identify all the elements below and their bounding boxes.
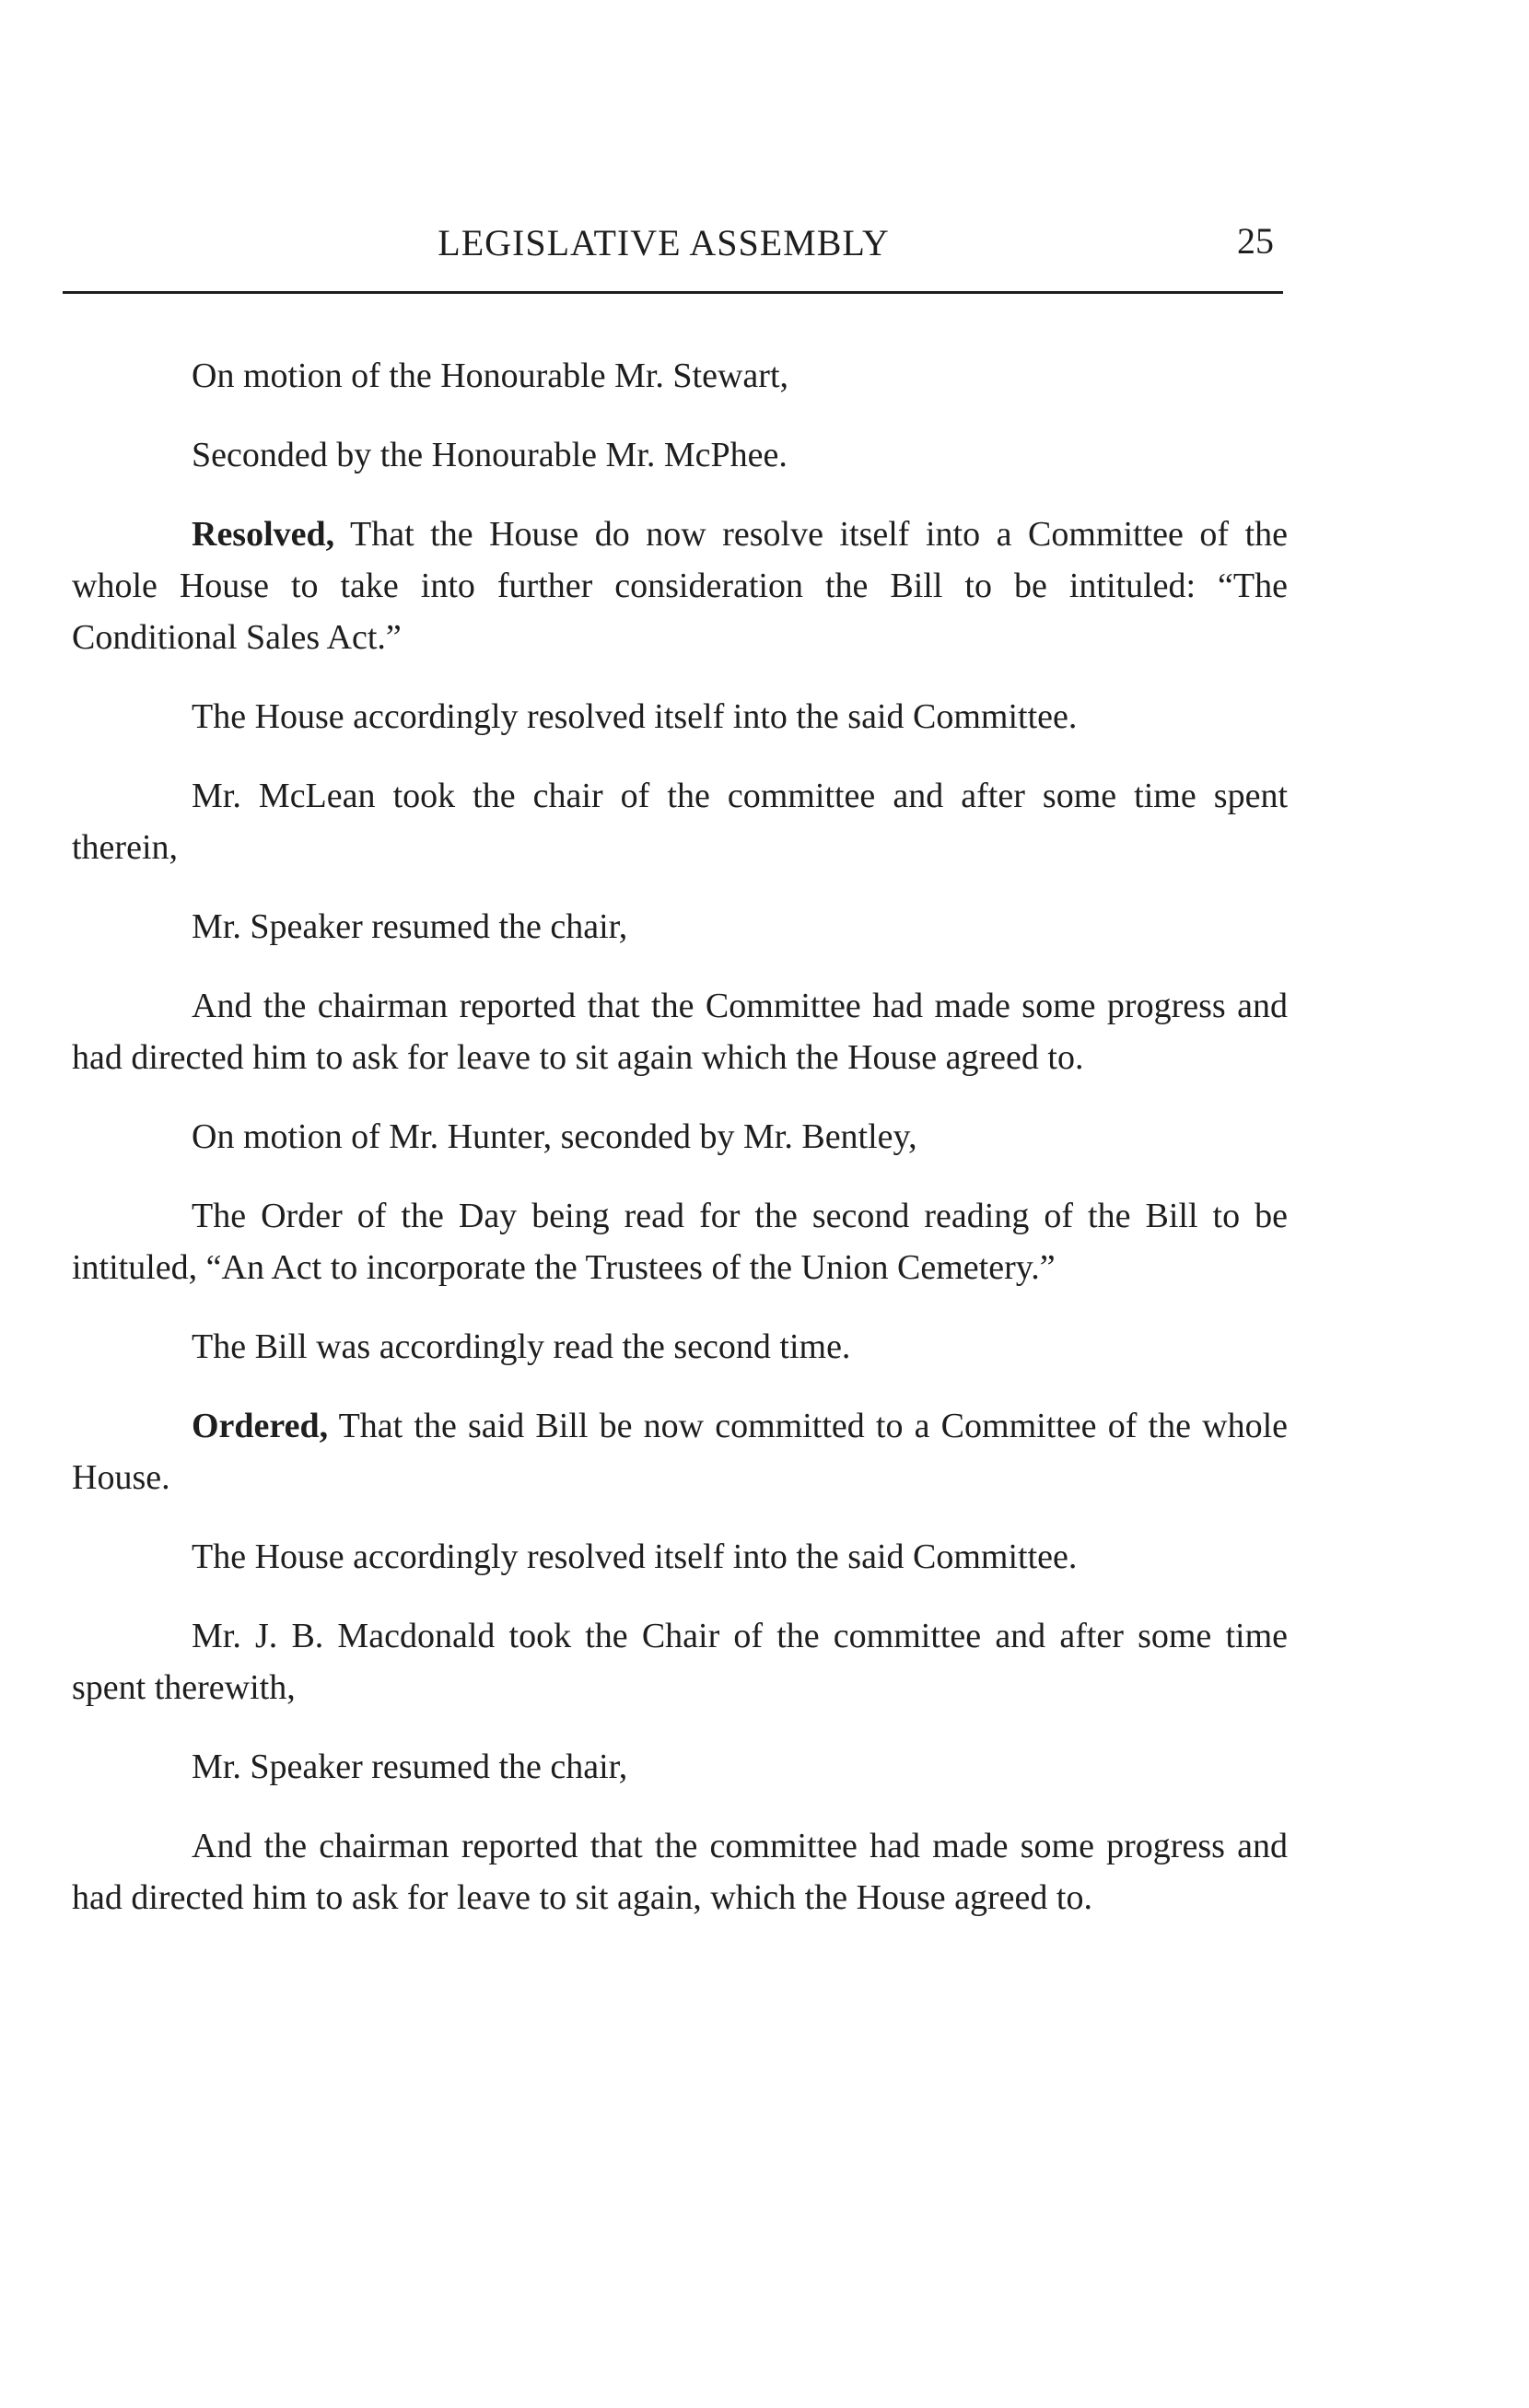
paragraph-4 bbox=[72, 691, 1288, 742]
paragraph-2 bbox=[72, 429, 1288, 481]
paragraph-3 bbox=[72, 508, 1288, 663]
paragraph-text: Mr. J. B. Macdonald took the Chair of the committee and after some time spent therewith, bbox=[72, 1617, 1288, 1707]
resolved-keyword: Resolved, bbox=[192, 515, 335, 554]
paragraph-7 bbox=[72, 980, 1288, 1083]
paragraph-5 bbox=[72, 770, 1288, 873]
paragraph-text: The Order of the Day being read for the second reading of the Bill to be intituled, “An Act to incorporate the Trustees of the Union Cemetery.” bbox=[72, 1197, 1288, 1287]
paragraph-text: On motion of Mr. Hunter, seconded by Mr. Bentley, bbox=[192, 1117, 917, 1156]
paragraph-text: That the House do now resolve itself into a Committee of the whole House to take into further consideration the Bill to be intituled: “The Conditional Sales Act.” bbox=[72, 515, 1288, 657]
paragraph-text: The Bill was accordingly read the second time. bbox=[192, 1327, 851, 1366]
running-head bbox=[63, 221, 1283, 276]
paragraph-1 bbox=[72, 350, 1288, 402]
paragraph-text: And the chairman reported that the Committee had made some progress and had directed him to ask for leave to sit again which the House agreed to. bbox=[72, 987, 1288, 1077]
ordered-keyword: Ordered, bbox=[192, 1407, 329, 1445]
paragraph-6 bbox=[72, 901, 1288, 953]
paragraph-14 bbox=[72, 1741, 1288, 1793]
paragraph-text: That the said Bill be now committed to a Committee of the whole House. bbox=[72, 1407, 1288, 1497]
paragraph-text: Mr. McLean took the chair of the committee and after some time spent therein, bbox=[72, 777, 1288, 867]
paragraph-text: On motion of the Honourable Mr. Stewart, bbox=[192, 357, 789, 395]
paragraph-9 bbox=[72, 1190, 1288, 1293]
page-number: 25 bbox=[1237, 220, 1274, 262]
paragraph-text: And the chairman reported that the committee had made some progress and had directed him to ask for leave to sit again, which the House agreed to. bbox=[72, 1827, 1288, 1917]
paragraph-text: The House accordingly resolved itself into the said Committee. bbox=[192, 1537, 1078, 1576]
paragraph-11 bbox=[72, 1400, 1288, 1503]
paragraph-8 bbox=[72, 1111, 1288, 1163]
paragraph-text: Mr. Speaker resumed the chair, bbox=[192, 907, 628, 946]
paragraph-10 bbox=[72, 1321, 1288, 1373]
paragraph-12 bbox=[72, 1531, 1288, 1583]
document-body bbox=[72, 350, 1288, 1951]
paragraph-text: Seconded by the Honourable Mr. McPhee. bbox=[192, 436, 788, 474]
paragraph-text: The House accordingly resolved itself into the said Committee. bbox=[192, 697, 1078, 736]
paragraph-text: Mr. Speaker resumed the chair, bbox=[192, 1748, 628, 1786]
header-rule bbox=[63, 291, 1283, 294]
running-title: LEGISLATIVE ASSEMBLY bbox=[438, 222, 890, 263]
paragraph-15 bbox=[72, 1820, 1288, 1923]
paragraph-13 bbox=[72, 1610, 1288, 1713]
